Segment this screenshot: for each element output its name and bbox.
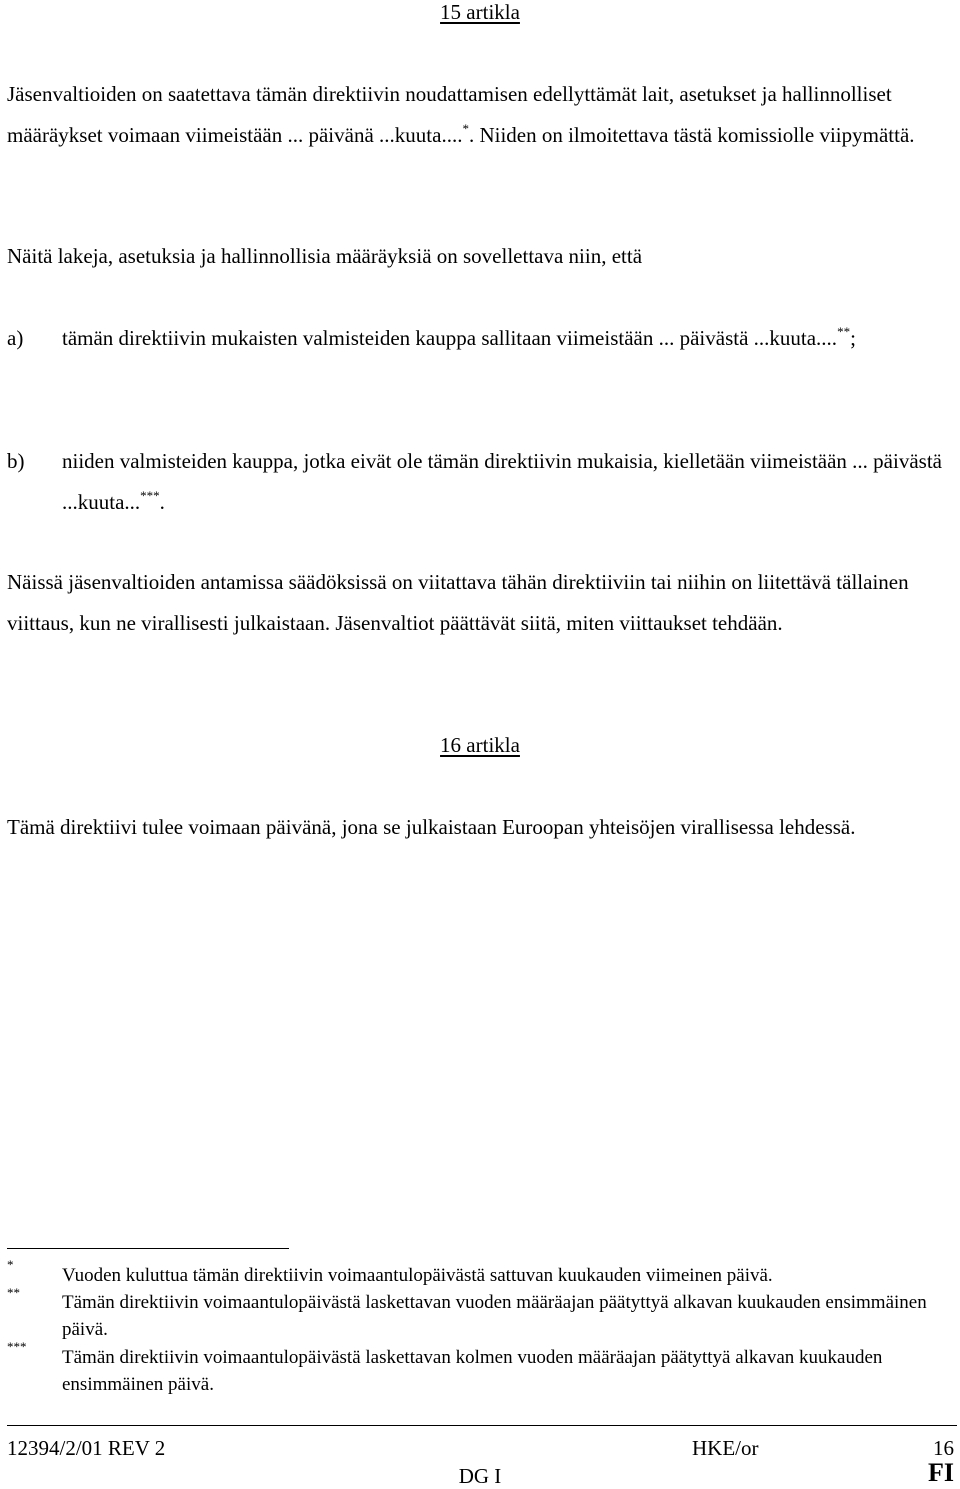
item-a-label: a) [7, 326, 24, 350]
article-16-heading: 16 artikla [440, 733, 520, 757]
footnote-1-text: Vuoden kuluttua tämän direktiivin voimaantulopäivästä sattuvan kuukauden viimeinen päivä. [62, 1265, 773, 1286]
article-15-paragraph-3: Näissä jäsenvaltioiden antamissa säädöksissä on viitattava tähän direktiiviin tai niihin on liitettävä tällainen viittaus, kun ne virallisesti julkaistaan. Jäsenvaltiot päättävät siitä, miten viittaukset tehdään. [7, 570, 909, 635]
item-text: . [159, 490, 165, 514]
footnote-3-text: Tämän direktiivin voimaantulopäivästä laskettavan kolmen vuoden määräajan päätyttyä alkavan kuukauden ensimmäinen päivä. [62, 1347, 883, 1395]
footnote-3-mark: *** [7, 1339, 27, 1354]
article-15-paragraph-1 [7, 74, 952, 156]
footnote-2-mark: ** [7, 1285, 20, 1300]
footnote-separator [7, 1248, 289, 1249]
page-number: 16 [933, 1436, 954, 1460]
item-b-label: b) [7, 449, 25, 473]
item-text: tämän direktiivin mukaisten valmisteiden kauppa sallitaan viimeistään ... päivästä ...kuuta.... [62, 326, 838, 350]
article-15-paragraph-2: Näitä lakeja, asetuksia ja hallinnollisia määräyksiä on sovellettava niin, että [7, 244, 643, 268]
item-text: ; [850, 326, 856, 350]
article-16-paragraph-1: Tämä direktiivi tulee voimaan päivänä, jona se julkaistaan Euroopan yhteisöjen virallisessa lehdessä. [7, 815, 856, 839]
item-a-text [62, 318, 952, 359]
directorate-general: DG I [458, 1464, 502, 1488]
footer-separator [7, 1425, 957, 1426]
paragraph-text: Jäsenvaltioiden on saatettava tämän direktiivin noudattamisen edellyttämät lait, asetukset ja hallinnolliset määräykset voimaan viimeistään ... päivänä ...kuuta.... [7, 82, 892, 147]
language-code: FI [928, 1458, 954, 1487]
document-reference: 12394/2/01 REV 2 [7, 1436, 166, 1460]
paragraph-text: . Niiden on ilmoitettava tästä komissiolle viipymättä. [468, 123, 915, 147]
footnote-1-mark: * [7, 1257, 14, 1272]
item-text: niiden valmisteiden kauppa, jotka eivät ole tämän direktiivin mukaisia, kielletään viimeistään ... päivästä ...kuuta... [62, 449, 942, 514]
article-15-heading: 15 artikla [440, 0, 520, 24]
footnote-ref-3: *** [140, 488, 160, 503]
item-b-text [62, 441, 952, 523]
footnote-ref-1: * [462, 121, 469, 136]
footnote-ref-2: ** [837, 324, 851, 339]
author-code: HKE/or [692, 1436, 759, 1460]
footnote-2-text: Tämän direktiivin voimaantulopäivästä laskettavan vuoden määräajan päätyttyä alkavan kuukauden ensimmäinen päivä. [62, 1292, 927, 1340]
